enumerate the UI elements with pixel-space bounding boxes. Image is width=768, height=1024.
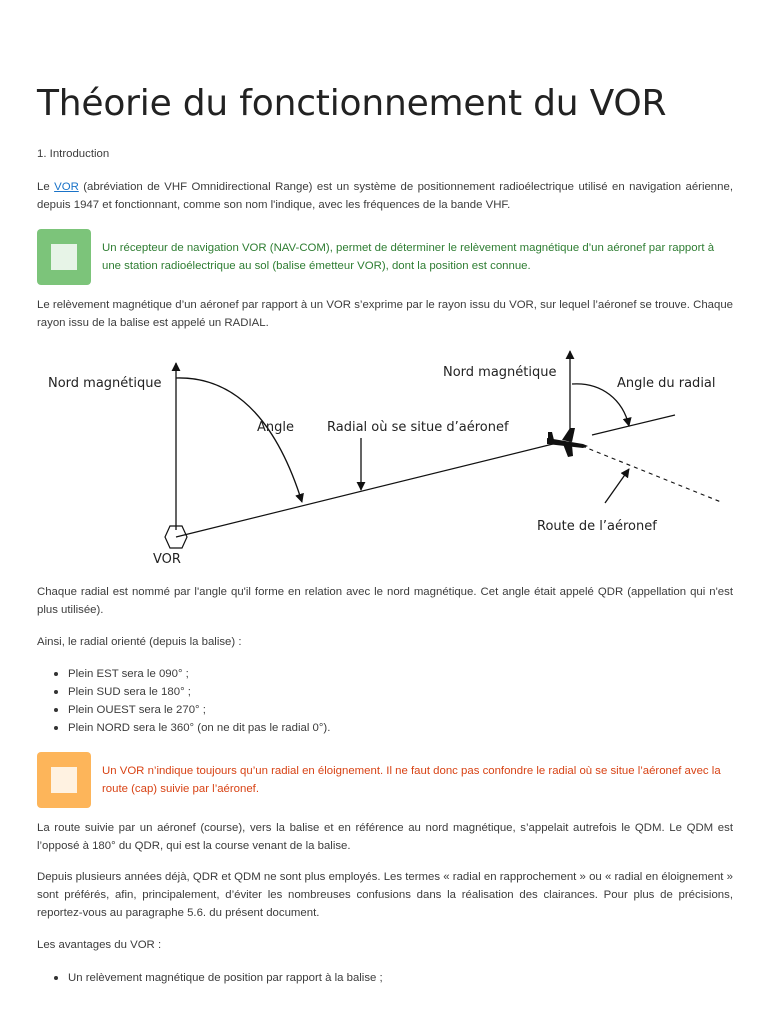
- label-angle: Angle: [257, 420, 294, 435]
- radial-list: [37, 665, 733, 737]
- qdr-paragraph: Chaque radial est nommé par l'angle qu'il forme en relation avec le nord magnétique. Cet angle était appelé QDR (appellation qui n'est plus utilisée).: [37, 586, 733, 616]
- route-dashed-line: [582, 446, 721, 502]
- route-pointer-arrow: [605, 469, 629, 503]
- callout-warning-text: Un VOR n’indique toujours qu’un radial en éloignement. Il ne faut donc pas confondre le radial où se situe l’aéronef avec la route (cap) suivie par l’aéronef.: [102, 765, 721, 795]
- callout-info-icon: [37, 229, 91, 285]
- advantages-list: [37, 969, 733, 987]
- radial-line: [176, 443, 557, 537]
- callout-info-text: Un récepteur de navigation VOR (NAV-COM), permet de déterminer le relèvement magnétique d’un aéronef par rapport à une station radioélectrique au sol (balise émetteur VOR), dont la position est connue.: [102, 242, 715, 272]
- page-title: Théorie du fonctionnement du VOR: [37, 83, 667, 124]
- intro-prefix: Le: [37, 181, 55, 193]
- vor-diagram: [37, 340, 733, 572]
- list-item: Plein EST sera le 090° ;: [37, 665, 733, 683]
- list-item: Plein NORD sera le 360° (on ne dit pas le radial 0°).: [37, 719, 733, 737]
- qdm-paragraph: La route suivie par un aéronef (course), vers la balise et en référence au nord magnétique, s’appelait autrefois le QDM. Le QDM est l’opposé à 180° du QDR, qui est la course venant de la balise.: [37, 822, 733, 852]
- callout-warning-icon: [37, 752, 91, 808]
- radial-paragraph: Le relèvement magnétique d’un aéronef par rapport à un VOR s’exprime par le rayon issu du VOR, sur lequel l’aéronef se trouve. Chaque rayon issu de la balise est appelé un RADIAL.: [37, 299, 733, 329]
- label-radial: Radial où se situe d’aéronef: [327, 420, 509, 435]
- label-nord-left: Nord magnétique: [48, 376, 162, 391]
- vor-link[interactable]: VOR: [54, 181, 79, 193]
- angle-arc: [176, 378, 302, 502]
- label-nord-right: Nord magnétique: [443, 365, 557, 380]
- callout-warning: [37, 752, 733, 808]
- intro-paragraph: [37, 178, 733, 214]
- aircraft-icon: [547, 428, 588, 457]
- avantages-paragraph: Les avantages du VOR :: [37, 939, 162, 951]
- list-item: Un relèvement magnétique de position par rapport à la balise ;: [37, 969, 733, 987]
- label-vor: VOR: [153, 552, 181, 567]
- intro-suffix: (abréviation de VHF Omnidirectional Range) est un système de positionnement radioélectrique utilisé en navigation aérienne, depuis 1947 et fonctionnant, comme son nom l'indique, avec les fréquences de la bande VHF.: [37, 181, 733, 211]
- label-angle-radial: Angle du radial: [617, 376, 716, 391]
- depuis-paragraph: Depuis plusieurs années déjà, QDR et QDM ne sont plus employés. Les termes « radial en rapprochement » ou « radial en éloignement » sont préférés, afin, principalement, d’éviter les nombreuses confusions dans la réalisation des clairances. Pour plus de précisions, reportez-vous au paragraphe 5.6. du présent document.: [37, 871, 733, 919]
- list-item: Plein OUEST sera le 270° ;: [37, 701, 733, 719]
- section-heading: 1. Introduction: [37, 148, 110, 160]
- label-route: Route de l’aéronef: [537, 519, 657, 534]
- callout-info: [37, 229, 733, 285]
- list-item: Plein SUD sera le 180° ;: [37, 683, 733, 701]
- radial-extension: [592, 415, 675, 435]
- ainsi-paragraph: Ainsi, le radial orienté (depuis la balise) :: [37, 636, 242, 648]
